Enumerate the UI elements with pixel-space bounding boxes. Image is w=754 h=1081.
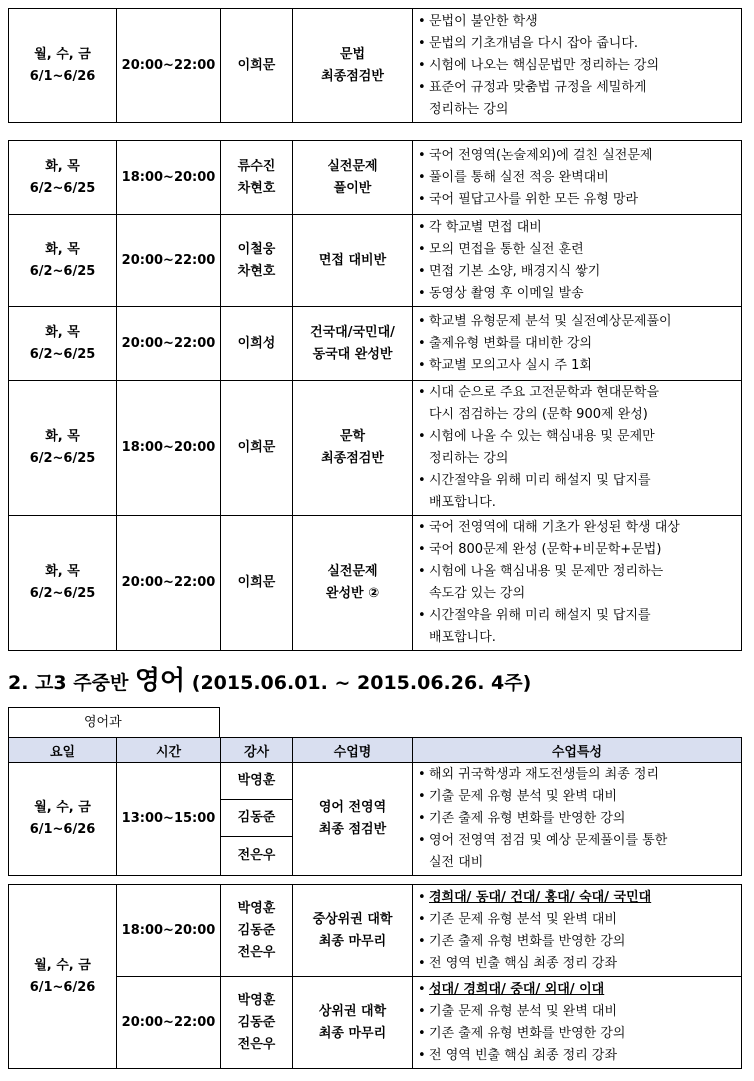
teacher-cell <box>221 977 293 1069</box>
day-cell <box>9 381 117 516</box>
description-cell <box>413 763 742 876</box>
target-schools-text: 경희대/ 동대/ 건대/ 홍대/ 숙대/ 국민대 <box>429 889 652 905</box>
english-table <box>8 737 742 876</box>
feature-item: • 출제유형 변화를 대비한 강의 <box>417 333 737 355</box>
feature-item: • 해외 귀국학생과 재도전생들의 최종 정리 <box>417 764 737 786</box>
description-cell <box>413 215 742 307</box>
feature-item: • 기존 출제 유형 변화를 반영한 강의 <box>417 808 737 830</box>
teacher-name: 이철웅 <box>237 241 276 257</box>
feature-item: • 학교별 유형문제 분석 및 실전예상문제풀이 <box>417 311 737 333</box>
course-cell <box>293 215 413 307</box>
feature-item: • 각 학교별 면접 대비 <box>417 217 737 239</box>
feature-item: • 국어 필답고사를 위한 모든 유형 망라 <box>417 189 737 211</box>
title-subject: 영어 <box>134 666 186 696</box>
feature-item: • 시험에 나오는 핵심문법만 정리하는 강의 <box>417 55 737 77</box>
course-line: 중상위권 대학 <box>312 911 393 927</box>
day-cell <box>9 307 117 381</box>
day-text: 월, 수, 금 <box>34 46 91 62</box>
feature-item: • 기출 문제 유형 분석 및 완벽 대비 <box>417 786 737 808</box>
course-cell <box>293 381 413 516</box>
date-range-text: 6/2~6/25 <box>29 451 96 466</box>
teacher-name: 김동준 <box>237 1014 276 1030</box>
department-tab <box>8 707 220 737</box>
course-cell <box>293 9 413 123</box>
teacher-name: 이희성 <box>237 335 276 351</box>
teacher-name: 전은우 <box>237 1036 276 1052</box>
course-cell <box>293 885 413 977</box>
teacher-name: 박영훈 <box>237 992 276 1008</box>
teacher-name: 이희문 <box>237 440 276 455</box>
target-schools-text: 성대/ 경희대/ 중대/ 외대/ 이대 <box>429 981 605 997</box>
feature-item: • 면접 기본 소양, 배경지식 쌓기 <box>417 261 737 283</box>
day-text: 월, 수, 금 <box>34 800 91 815</box>
description-cell <box>413 381 742 516</box>
teacher-name: 이희문 <box>237 575 276 590</box>
course-line: 최종 점검반 <box>318 822 387 837</box>
teacher-name: 전은우 <box>237 944 276 960</box>
schedule-row <box>9 215 742 307</box>
target-schools-item <box>417 887 737 909</box>
course-line: 실전문제 <box>327 564 378 579</box>
department-label: 영어과 <box>84 715 122 730</box>
teacher-name: 류수진 <box>237 158 276 174</box>
teacher-name: 박영훈 <box>237 900 276 916</box>
course-line: 완성반 ② <box>325 586 380 601</box>
teacher-name: 차현호 <box>237 263 276 279</box>
date-range-text: 6/2~6/25 <box>29 180 96 196</box>
feature-item: • 국어 전영역(논술제외)에 걸친 실전문제 <box>417 145 737 167</box>
title-suffix: (2015.06.01. ~ 2015.06.26. 4주) <box>185 672 532 694</box>
description-cell <box>413 307 742 381</box>
title-prefix: 2. 고3 주중반 <box>8 672 135 694</box>
schedule-row <box>9 141 742 215</box>
feature-item: • 학교별 모의고사 실시 주 1회 <box>417 355 737 377</box>
feature-item: • 기존 문제 유형 분석 및 완벽 대비 <box>417 909 737 931</box>
feature-item: • 전 영역 빈출 핵심 최종 정리 강좌 <box>417 953 737 975</box>
teacher-cell: 전은우 <box>221 836 293 875</box>
day-text: 월, 수, 금 <box>34 957 91 973</box>
header-time: 시간 <box>117 738 221 763</box>
time-cell: 18:00~20:00 <box>117 885 221 977</box>
feature-item: • 풀이를 통해 실전 적응 완벽대비 <box>417 167 737 189</box>
time-cell: 20:00~22:00 <box>117 307 221 381</box>
teacher-name: 김동준 <box>237 922 276 938</box>
feature-item: • 영어 전영역 점검 및 예상 문제풀이를 통한 실전 대비 <box>417 830 737 874</box>
day-text: 화, 목 <box>45 324 80 340</box>
feature-item: • 문법이 불안한 학생 <box>417 11 737 33</box>
teacher-cell: 박영훈 <box>221 763 293 800</box>
header-features: 수업특성 <box>413 738 742 763</box>
section-title <box>8 660 531 697</box>
course-cell <box>293 763 413 876</box>
date-range-text: 6/2~6/25 <box>29 346 96 362</box>
feature-item: • 시간절약을 위해 미리 해설지 및 답지를 배포합니다. <box>417 470 737 514</box>
schedule-row <box>9 516 742 651</box>
course-line: 문법 <box>339 46 366 62</box>
teacher-cell <box>221 307 293 381</box>
day-cell <box>9 141 117 215</box>
time-cell: 18:00~20:00 <box>117 141 221 215</box>
date-range-text: 6/2~6/25 <box>29 263 96 279</box>
feature-item: • 표준어 규정과 맞춤법 규정을 세밀하게 정리하는 강의 <box>417 77 737 121</box>
day-text: 화, 목 <box>45 158 80 174</box>
date-range-text: 6/1~6/26 <box>29 822 96 837</box>
description-cell <box>413 9 742 123</box>
course-line: 영어 전영역 <box>318 800 387 815</box>
date-range-text: 6/1~6/26 <box>29 68 96 84</box>
description-cell <box>413 141 742 215</box>
feature-item: • 모의 면접을 통한 실전 훈련 <box>417 239 737 261</box>
day-cell <box>9 215 117 307</box>
feature-item: • 기존 출제 유형 변화를 반영한 강의 <box>417 931 737 953</box>
course-line: 상위권 대학 <box>318 1003 387 1019</box>
description-cell <box>413 885 742 977</box>
schedule-row <box>9 381 742 516</box>
feature-item: • 시대 순으로 주요 고전문학과 현대문학을 다시 점검하는 강의 (문학 900제 완성) <box>417 382 737 426</box>
course-line: 면접 대비반 <box>318 252 387 268</box>
time-cell: 20:00~22:00 <box>117 9 221 123</box>
korean-tue-thu-table <box>8 140 742 651</box>
teacher-cell: 이희문 <box>221 9 293 123</box>
header-day: 요일 <box>9 738 117 763</box>
day-cell <box>9 885 117 1069</box>
course-line: 실전문제 <box>327 158 378 174</box>
course-cell <box>293 307 413 381</box>
feature-item: • 국어 800문제 완성 (문학+비문학+문법) <box>417 539 737 561</box>
teacher-cell: 김동준 <box>221 799 293 836</box>
time-cell: 20:00~22:00 <box>117 215 221 307</box>
teacher-cell <box>221 141 293 215</box>
date-range-text: 6/2~6/25 <box>29 586 96 601</box>
feature-item: • 전 영역 빈출 핵심 최종 정리 강좌 <box>417 1045 737 1067</box>
course-cell <box>293 141 413 215</box>
course-line: 건국대/국민대/ <box>310 324 395 340</box>
course-line: 동국대 완성반 <box>312 346 393 362</box>
korean-grammar-table <box>8 8 742 123</box>
feature-item: • 기출 문제 유형 분석 및 완벽 대비 <box>417 1001 737 1023</box>
course-cell <box>293 516 413 651</box>
target-schools-item <box>417 979 737 1001</box>
time-cell: 20:00~22:00 <box>117 516 221 651</box>
date-range-text: 6/1~6/26 <box>29 979 96 995</box>
feature-item: • 국어 전영역에 대해 기초가 완성된 학생 대상 <box>417 517 737 539</box>
course-line: 문학 <box>339 429 366 444</box>
course-line: 풀이반 <box>333 180 372 196</box>
header-course: 수업명 <box>293 738 413 763</box>
teacher-name: 차현호 <box>237 180 276 196</box>
day-text: 화, 목 <box>45 564 80 579</box>
day-cell <box>9 763 117 876</box>
schedule-row <box>9 307 742 381</box>
english-university-table <box>8 884 742 1069</box>
course-cell <box>293 977 413 1069</box>
description-cell <box>413 516 742 651</box>
feature-item: • 기존 출제 유형 변화를 반영한 강의 <box>417 1023 737 1045</box>
feature-item: • 시험에 나올 수 있는 핵심내용 및 문제만 정리하는 강의 <box>417 426 737 470</box>
day-text: 화, 목 <box>45 241 80 257</box>
teacher-cell <box>221 885 293 977</box>
feature-item: • 문법의 기초개념을 다시 잡아 줍니다. <box>417 33 737 55</box>
day-text: 화, 목 <box>45 429 80 444</box>
time-cell: 18:00~20:00 <box>117 381 221 516</box>
header-teacher: 강사 <box>221 738 293 763</box>
teacher-cell <box>221 381 293 516</box>
feature-item: • 시험에 나올 핵심내용 및 문제만 정리하는 속도감 있는 강의 <box>417 561 737 605</box>
day-cell <box>9 9 117 123</box>
teacher-cell <box>221 215 293 307</box>
day-cell <box>9 516 117 651</box>
feature-item: • 시간절약을 위해 미리 해설지 및 답지를 배포합니다. <box>417 605 737 649</box>
course-line: 최종 마무리 <box>318 1025 387 1041</box>
course-line: 최종점검반 <box>321 451 384 466</box>
time-cell: 13:00~15:00 <box>117 763 221 876</box>
teacher-cell <box>221 516 293 651</box>
time-cell: 20:00~22:00 <box>117 977 221 1069</box>
course-line: 최종 마무리 <box>318 933 387 949</box>
course-line: 최종점검반 <box>321 68 384 84</box>
feature-item: • 동영상 촬영 후 이메일 발송 <box>417 283 737 305</box>
description-cell <box>413 977 742 1069</box>
